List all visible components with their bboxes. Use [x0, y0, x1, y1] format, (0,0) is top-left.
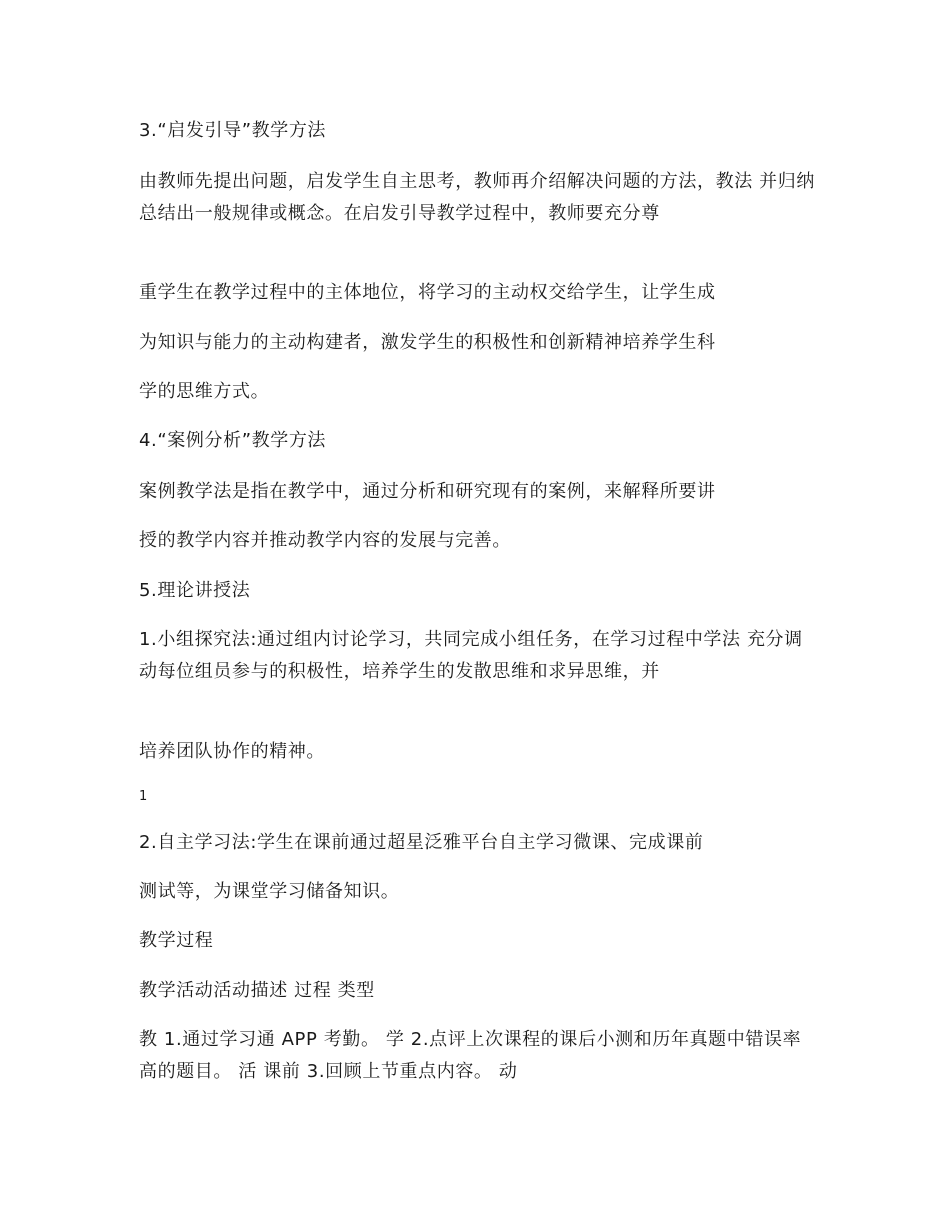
table-header-line: 教学活动活动描述 过程 类型: [139, 980, 375, 1001]
paragraph-qifa-3: 为知识与能力的主动构建者，激发学生的积极性和创新精神培养学生科: [139, 332, 716, 353]
paragraph-qifa-1: 由教师先提出问题，启发学生自主思考，教师再介绍解决问题的方法，教法 并归纳总结出一般规律或概念。在启发引导教学过程中，教师要充分尊: [139, 171, 815, 224]
paragraph-anli-2: 授的教学内容并推动教学内容的发展与完善。: [139, 530, 511, 551]
paragraph-zizhu-1: 2.自主学习法:学生在课前通过超星泛雅平台自主学习微课、完成课前: [139, 832, 704, 853]
paragraph-qifa-4: 学的思维方式。: [139, 381, 270, 402]
paragraph-zizhu-2: 测试等，为课堂学习储备知识。: [139, 881, 400, 902]
heading-lilun-jiangshou: 5.理论讲授法: [139, 580, 251, 601]
paragraph-anli-1: 案例教学法是指在教学中，通过分析和研究现有的案例，来解释所要讲: [139, 481, 716, 502]
paragraph-xiaozu-2: 培养团队协作的精神。: [139, 741, 325, 762]
paragraph-qifa-2: 重学生在教学过程中的主体地位，将学习的主动权交给学生，让学生成: [139, 282, 716, 303]
heading-qifa-yindao: 3.“启发引导”教学方法: [139, 120, 327, 141]
paragraph-xiaozu-1: 1.小组探究法:通过组内讨论学习，共同完成小组任务，在学习过程中学法 充分调动每位组员参与的积极性，培养学生的发散思维和求异思维，并: [139, 629, 803, 682]
heading-anli-fenxi: 4.“案例分析”教学方法: [139, 430, 327, 451]
table-row-kecian: 教 1.通过学习通 APP 考勤。 学 2.点评上次课程的课后小测和历年真题中错误率高的题目。 活 课前 3.回顾上节重点内容。 动: [139, 1029, 802, 1082]
heading-jiaoxue-guocheng: 教学过程: [139, 930, 214, 951]
page-number: 1: [139, 789, 148, 804]
